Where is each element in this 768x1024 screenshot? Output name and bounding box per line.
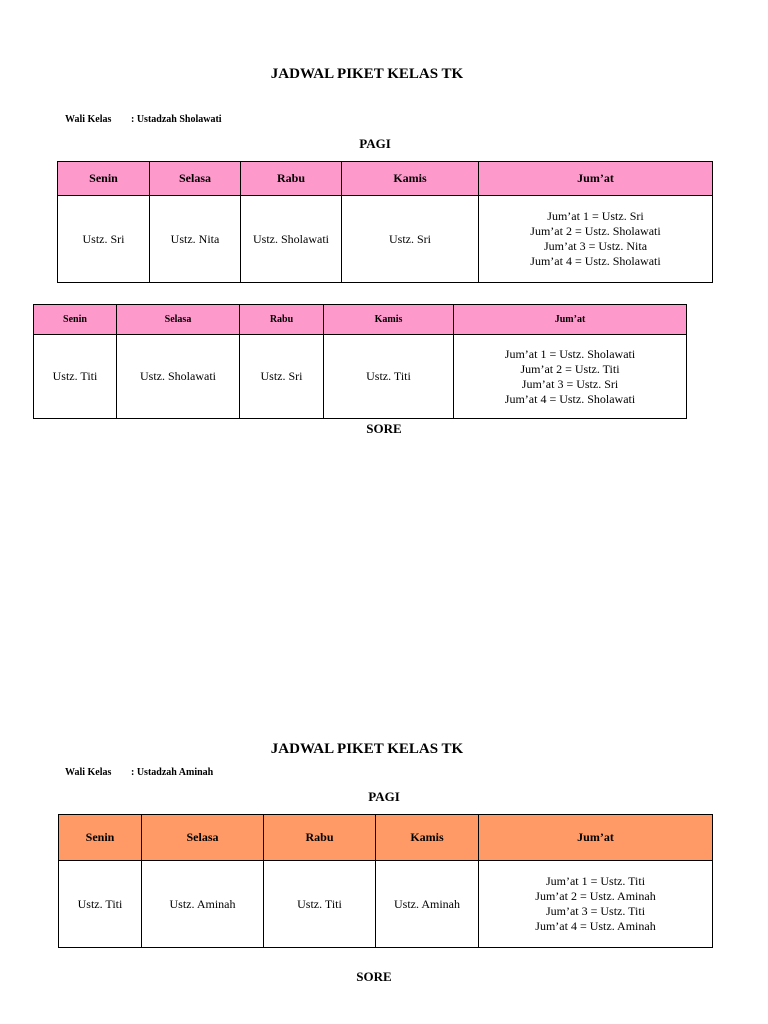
- table-header-row: [59, 815, 713, 861]
- table-row: [34, 335, 687, 419]
- header-kamis: Kamis: [324, 305, 454, 335]
- wali-kelas-value: : Ustadzah Aminah: [131, 767, 214, 778]
- jumat-line: Jum’at 3 = Ustz. Nita: [543, 239, 648, 253]
- jumat-line: Jum’at 1 = Ustz. Sholawati: [504, 346, 636, 361]
- header-kamis: Kamis: [342, 162, 479, 196]
- header-selasa: Selasa: [117, 305, 240, 335]
- table-header-row: [58, 162, 713, 196]
- header-rabu: Rabu: [241, 162, 342, 196]
- schedule-table-sore: [33, 304, 687, 419]
- cell-selasa: Ustz. Nita: [150, 196, 241, 283]
- jumat-line: Jum’at 2 = Ustz. Aminah: [535, 889, 656, 903]
- section-label-sore: SORE: [366, 421, 402, 436]
- table-row: [59, 861, 713, 948]
- cell-kamis: Ustz. Titi: [324, 335, 454, 419]
- wali-kelas-line: [65, 114, 222, 125]
- cell-jumat: [479, 196, 713, 283]
- header-senin: Senin: [34, 305, 117, 335]
- cell-kamis: Ustz. Aminah: [376, 861, 479, 948]
- header-jumat: Jum’at: [479, 815, 713, 861]
- cell-selasa: Ustz. Aminah: [142, 861, 264, 948]
- cell-jumat: [454, 335, 687, 419]
- header-jumat: Jum’at: [479, 162, 713, 196]
- header-senin: Senin: [58, 162, 150, 196]
- jumat-line: Jum’at 2 = Ustz. Titi: [520, 361, 620, 376]
- cell-senin: Ustz. Titi: [59, 861, 142, 948]
- header-kamis: Kamis: [376, 815, 479, 861]
- jumat-line: Jum’at 1 = Ustz. Titi: [545, 874, 646, 888]
- cell-selasa: Ustz. Sholawati: [117, 335, 240, 419]
- wali-kelas-label: Wali Kelas: [65, 114, 112, 125]
- jumat-line: Jum’at 2 = Ustz. Sholawati: [530, 224, 661, 238]
- header-jumat: Jum’at: [454, 305, 687, 335]
- jumat-line: Jum’at 3 = Ustz. Sri: [521, 376, 619, 391]
- jumat-line: Jum’at 1 = Ustz. Sri: [547, 209, 644, 223]
- table-row: [58, 196, 713, 283]
- cell-rabu: Ustz. Sri: [240, 335, 324, 419]
- section-label-pagi: PAGI: [359, 136, 391, 151]
- page-title: JADWAL PIKET KELAS TK: [270, 741, 464, 757]
- wali-kelas-value: : Ustadzah Sholawati: [131, 114, 222, 125]
- header-rabu: Rabu: [264, 815, 376, 861]
- jumat-line: Jum’at 3 = Ustz. Titi: [545, 904, 646, 918]
- header-rabu: Rabu: [240, 305, 324, 335]
- header-senin: Senin: [59, 815, 142, 861]
- table-header-row: [34, 305, 687, 335]
- wali-kelas-label: Wali Kelas: [65, 767, 112, 778]
- jumat-line: Jum’at 4 = Ustz. Sholawati: [504, 391, 636, 406]
- section-label-pagi: PAGI: [368, 789, 400, 804]
- jumat-line: Jum’at 4 = Ustz. Sholawati: [530, 254, 661, 268]
- header-selasa: Selasa: [142, 815, 264, 861]
- cell-rabu: Ustz. Titi: [264, 861, 376, 948]
- cell-rabu: Ustz. Sholawati: [241, 196, 342, 283]
- jumat-line: Jum’at 4 = Ustz. Aminah: [535, 919, 656, 933]
- section-label-sore: SORE: [356, 969, 392, 984]
- header-selasa: Selasa: [150, 162, 241, 196]
- cell-senin: Ustz. Titi: [34, 335, 117, 419]
- page-title: JADWAL PIKET KELAS TK: [270, 66, 464, 82]
- schedule-table-pagi: [58, 814, 713, 948]
- cell-senin: Ustz. Sri: [58, 196, 150, 283]
- wali-kelas-line: [65, 767, 213, 778]
- cell-kamis: Ustz. Sri: [342, 196, 479, 283]
- schedule-table-pagi: [57, 161, 713, 283]
- cell-jumat: [479, 861, 713, 948]
